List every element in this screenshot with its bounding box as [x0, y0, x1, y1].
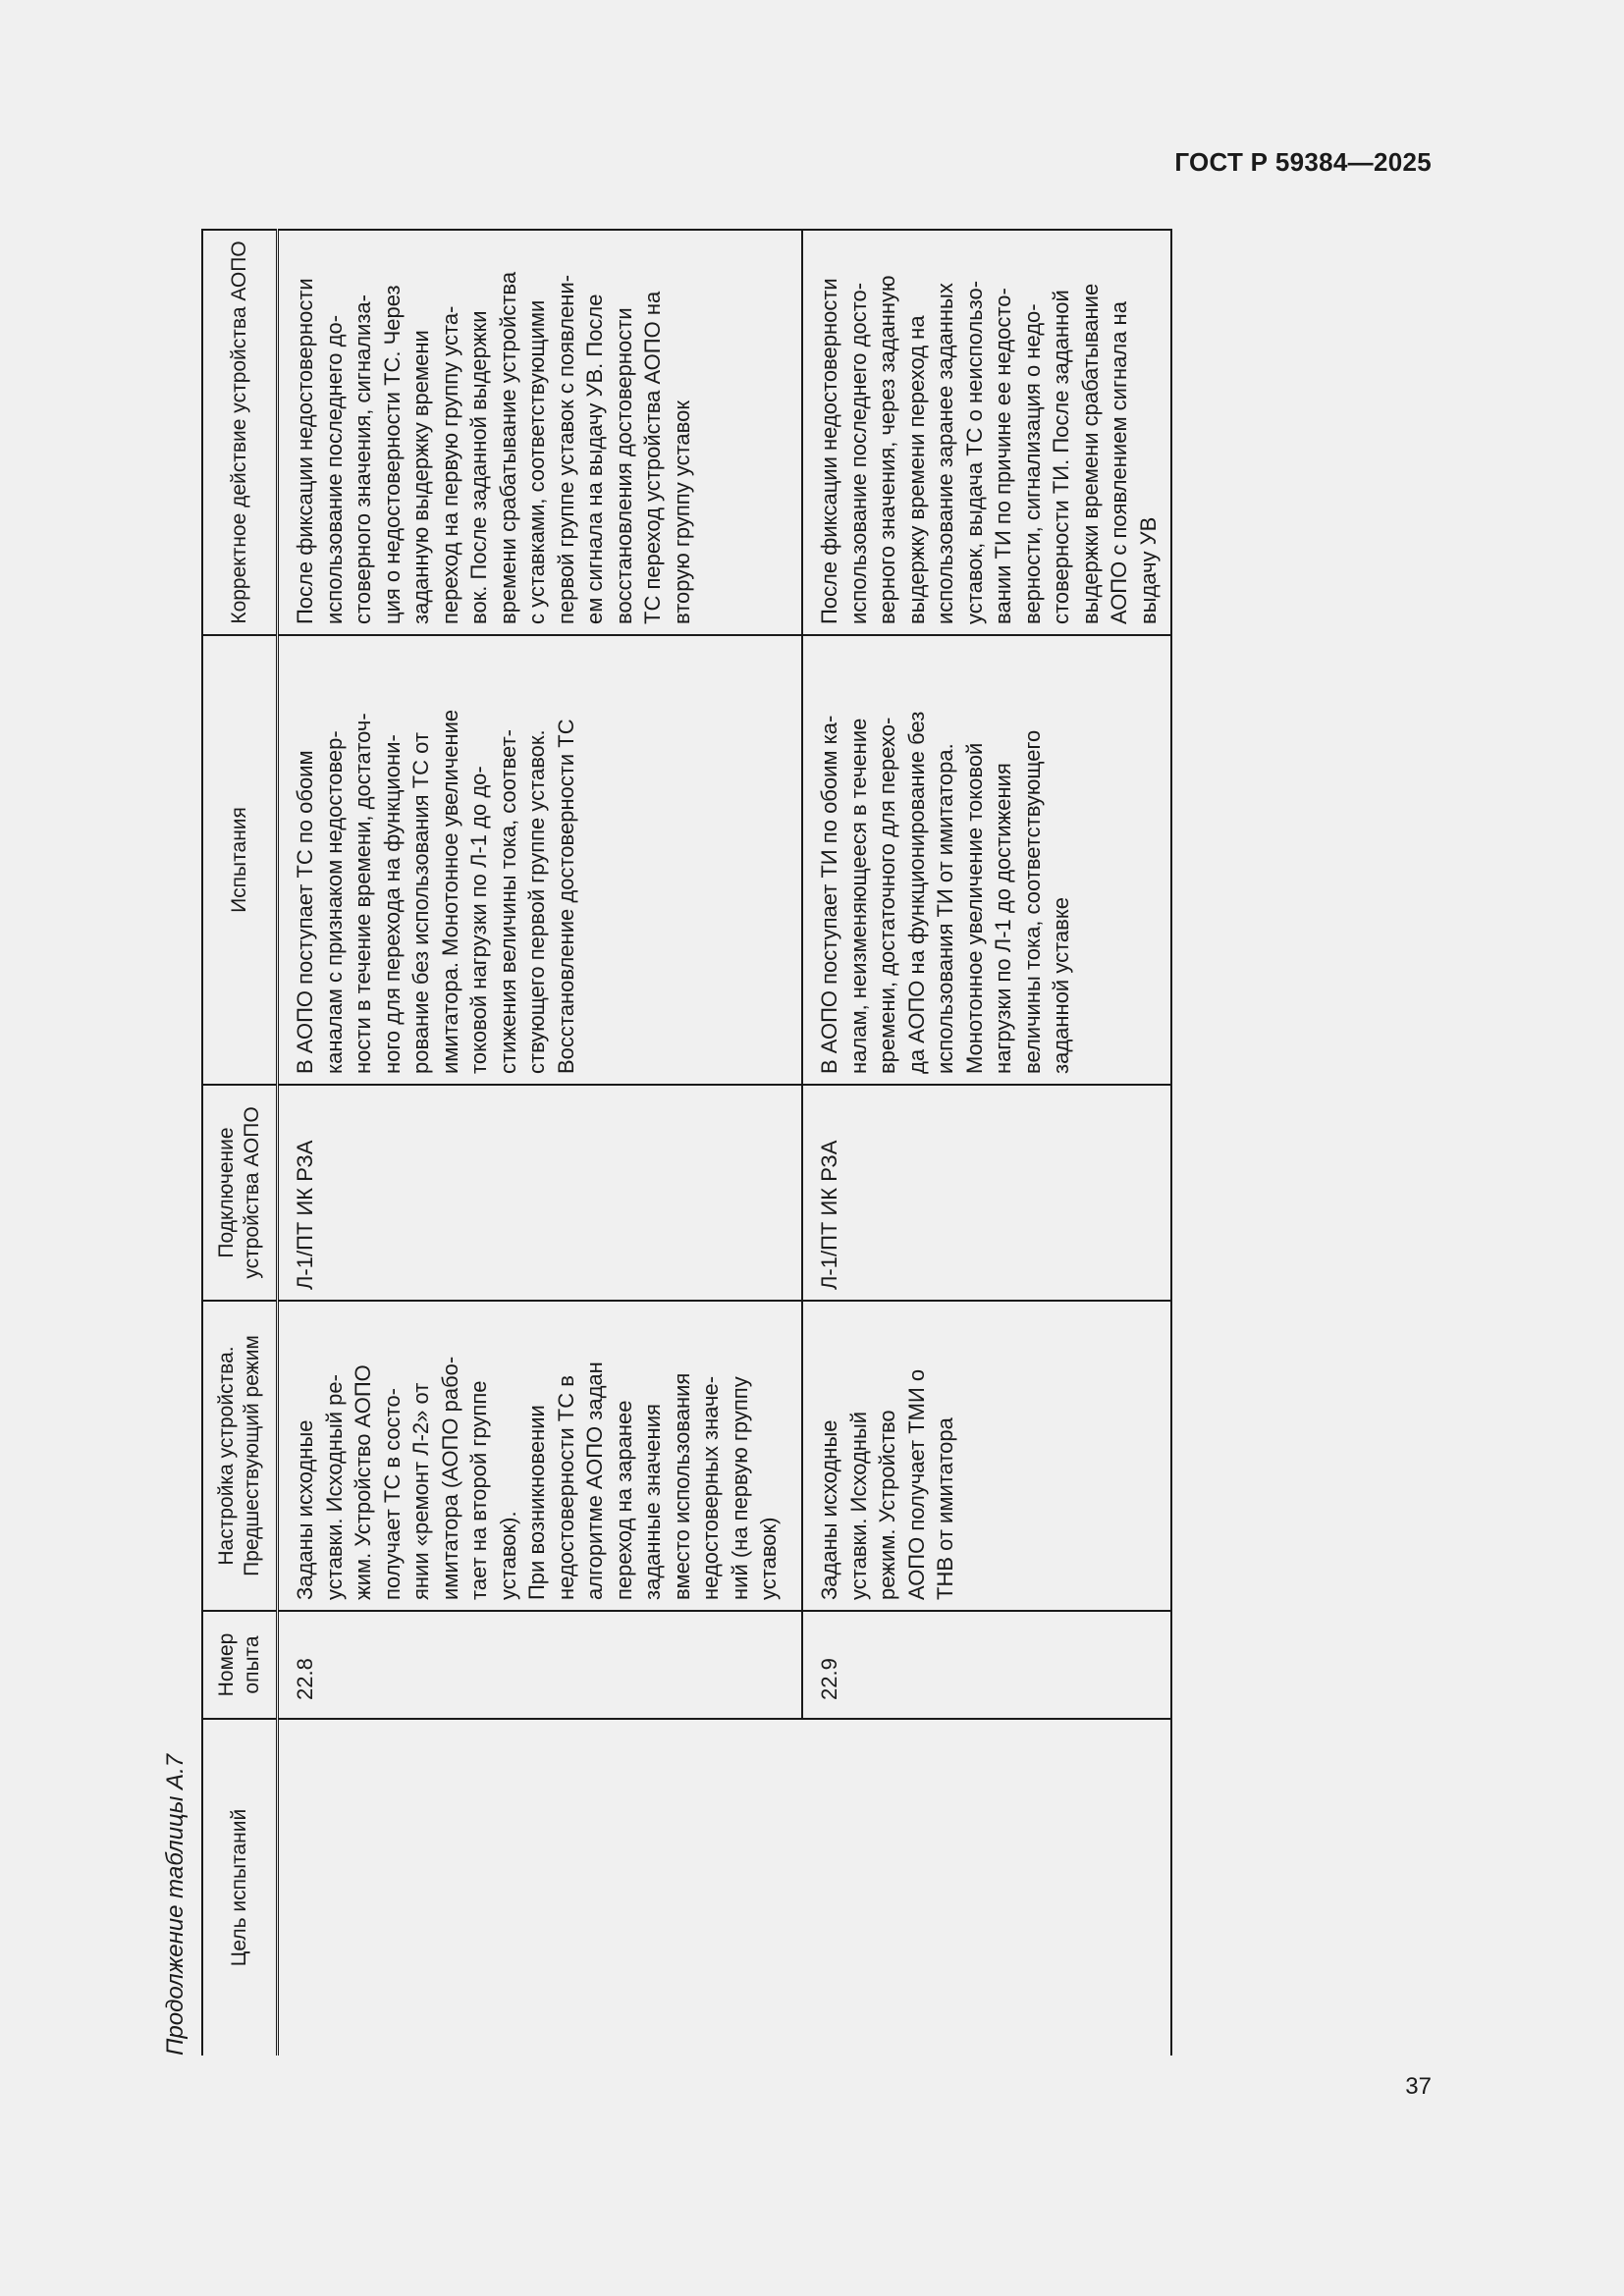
cell-setup: Заданы исходные уставки. Исходный режим. Устройство АОПО получает ТМИ о ТНВ от имитатора — [802, 1301, 1171, 1611]
column-header-action: Корректное действие устройства АОПО — [202, 230, 278, 635]
cell-goal — [278, 1719, 1172, 2056]
column-header-setup: Настройка устройства. Предшествующий режим — [202, 1301, 278, 1611]
table-row — [278, 230, 803, 2056]
cell-test: В АОПО поступает ТС по обоим каналам с признаком недостовер- ности в течение времени, достаточ- ного для перехода на функциони- рование без использования ТС от имитатора. Монотонное увеличение токовой нагрузки по Л-1 до до- стижения величины тока, соответ- ствующего первой группе уставок. Восстановление достоверности ТС — [278, 635, 803, 1085]
column-header-test: Испытания — [202, 635, 278, 1085]
table-caption: Продолжение таблицы А.7 — [162, 1753, 189, 2056]
column-header-goal: Цель испытаний — [202, 1719, 278, 2056]
column-header-connection: Подключение устройства АОПО — [202, 1085, 278, 1301]
standard-designation: ГОСТ Р 59384—2025 — [1174, 147, 1432, 177]
cell-setup: Заданы исходные уставки. Исходный ре- жим. Устройство АОПО получает ТС в состо- янии «ремонт Л-2» от имитатора (АОПО рабо- тает на второй группе уставок). При возникновении недостоверности ТС в алгоритме АОПО задан переход на заранее заданные значения вместо использования недостоверных значе- ний (на первую группу уставок) — [278, 1301, 803, 1611]
rotated-page-content — [156, 230, 1161, 2056]
test-table — [201, 229, 1172, 2056]
cell-connection: Л-1/ПТ ИК РЗА — [278, 1085, 803, 1301]
table-header-row — [202, 230, 278, 2056]
cell-number: 22.8 — [278, 1611, 803, 1719]
cell-number: 22.9 — [802, 1611, 1171, 1719]
cell-action: После фиксации недостоверности использование последнего досто- верного значения, через заданную выдержку времени переход на использование заранее заданных уставок, выдача ТС о неиспользо- вании ТИ по причине ее недосто- верности, сигнализация о недо- стоверности ТИ. После заданной выдержки времени срабатывание АОПО с появлением сигнала на выдачу УВ — [802, 230, 1171, 635]
cell-action: После фиксации недостоверности использование последнего до- стоверного значения, сигнализа- ция о недостоверности ТС. Через заданную выдержку времени переход на первую группу уста- вок. После заданной выдержки времени срабатывание устройства с уставками, соответствующими первой группе уставок с появлени- ем сигнала на выдачу УВ. После восстановления достоверности ТС переход устройства АОПО на вторую группу уставок — [278, 230, 803, 635]
cell-test: В АОПО поступает ТИ по обоим ка- налам, неизменяющееся в течение времени, достаточного для перехо- да АОПО на функционирование без использования ТИ от имитатора. Монотонное увеличение токовой нагрузки по Л-1 до достижения величины тока, соответствующего заданной уставке — [802, 635, 1171, 1085]
column-header-number: Номер опыта — [202, 1611, 278, 1719]
cell-connection: Л-1/ПТ ИК РЗА — [802, 1085, 1171, 1301]
page-number: 37 — [1405, 2073, 1432, 2100]
